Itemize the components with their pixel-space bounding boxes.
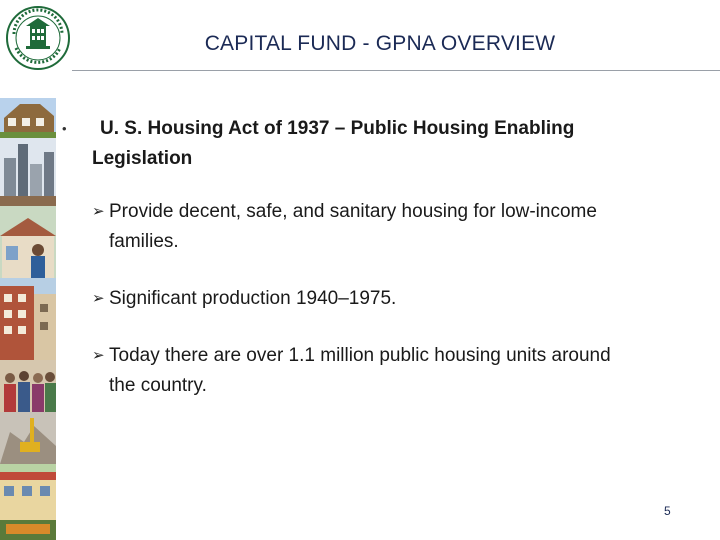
- slide-title: CAPITAL FUND - GPNA OVERVIEW: [204, 32, 556, 55]
- department-seal-icon: [4, 4, 72, 72]
- sub-bullet: [92, 341, 632, 401]
- sub-bullet-text: Provide decent, safe, and sanitary housing for low-income families.: [109, 201, 597, 252]
- main-bullet: U. S. Housing Act of 1937 – Public Housing Enabling Legislation: [92, 118, 575, 169]
- group-photo: [0, 360, 56, 412]
- sub-bullet: [92, 284, 632, 314]
- arrow-bullet-icon: ➢: [92, 347, 105, 364]
- title-divider: [72, 70, 720, 71]
- city-skyline-photo: [0, 138, 56, 206]
- sub-bullet-text: Today there are over 1.1 million public housing units around the country.: [109, 345, 611, 396]
- demolition-photo: [0, 412, 56, 464]
- house-photo: [0, 98, 56, 138]
- storefront-photo: [0, 464, 56, 540]
- residents-photo: [0, 206, 56, 278]
- apartment-building-photo: [0, 278, 56, 360]
- sub-bullet: [92, 197, 632, 257]
- arrow-bullet-icon: ➢: [92, 203, 105, 220]
- page-number: 5: [664, 504, 671, 518]
- photo-collage: [0, 98, 56, 540]
- bullet-dot-icon: •: [62, 121, 67, 136]
- arrow-bullet-icon: ➢: [92, 290, 105, 307]
- sub-bullet-text: Significant production 1940–1975.: [109, 288, 397, 309]
